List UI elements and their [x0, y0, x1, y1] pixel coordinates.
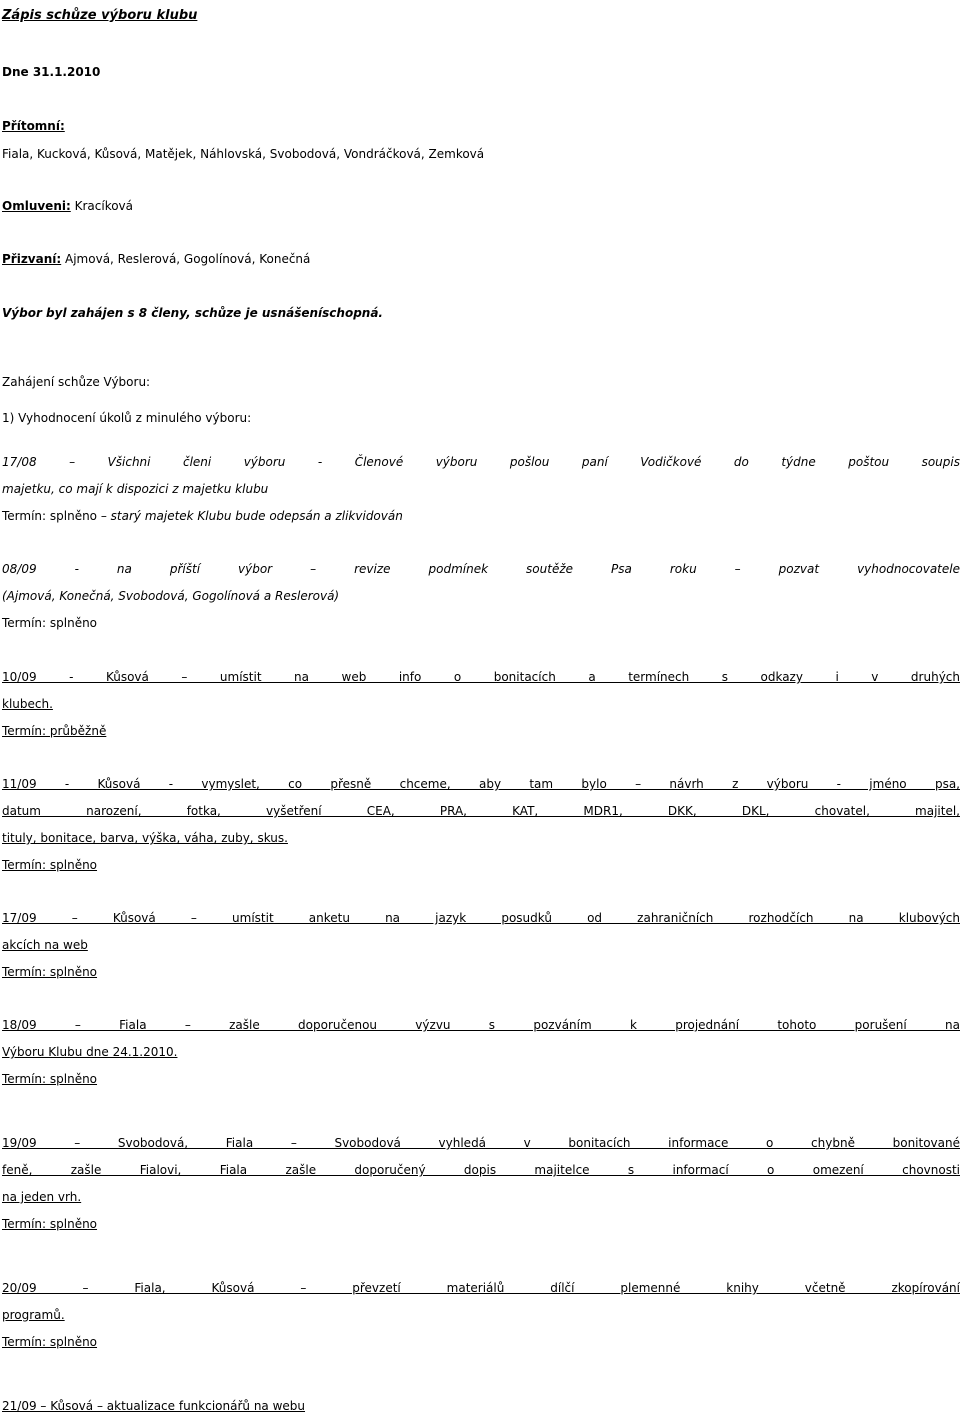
task-text-line: datum narození, fotka, vyšetření CEA, PRA, KAT, MDR1, DKK, DKL, chovatel, majitel,	[2, 804, 960, 818]
task-deadline: Termín: splněno	[2, 1217, 98, 1231]
task-text-line: klubech.	[2, 697, 53, 711]
page-title: Zápis schůze výboru klubu	[2, 8, 198, 23]
excused-label: Omluveni:	[2, 199, 71, 213]
task-text-line: 17/08 – Všichni členi výboru - Členové výboru pošlou paní Vodičkové do týdne poštou soupis	[2, 455, 960, 469]
task-text-line: 10/09 - Kůsová – umístit na web info o bonitacích a termínech s odkazy i v druhých	[2, 670, 960, 684]
opening-heading: Zahájení schůze Výboru:	[2, 375, 151, 389]
task-deadline: Termín: splněno	[2, 858, 98, 872]
task-text-line: 11/09 - Kůsová - vymyslet, co přesně chceme, aby tam bylo – návrh z výboru - jméno psa,	[2, 777, 960, 791]
task-text-line: akcích na web	[2, 938, 88, 952]
task-deadline: Termín: splněno	[2, 616, 98, 630]
task-deadline: Termín: průběžně	[2, 724, 107, 738]
excused-row	[2, 194, 960, 218]
task-text-line: programů.	[2, 1308, 65, 1322]
task-deadline: Termín: splněno	[2, 509, 98, 523]
task-deadline: Termín: splněno	[2, 1072, 98, 1086]
task-text-line: 20/09 – Fiala, Kůsová – převzetí materiálů dílčí plemenné knihy včetně zkopírování	[2, 1281, 960, 1295]
task-deadline: Termín: splněno	[2, 1335, 98, 1349]
section-heading: 1) Vyhodnocení úkolů z minulého výboru:	[2, 411, 252, 425]
task-text-line: Výboru Klubu dne 24.1.2010.	[2, 1045, 178, 1059]
task-deadline: Termín: splněno	[2, 965, 98, 979]
meeting-date: Dne 31.1.2010	[2, 65, 101, 79]
task-text-line: 19/09 – Svobodová, Fiala – Svobodová vyhledá v bonitacích informace o chybně bonitované	[2, 1136, 960, 1150]
quorum-statement: Výbor byl zahájen s 8 členy, schůze je usnášeníschopná.	[2, 306, 383, 320]
invited-row	[2, 247, 960, 271]
task-text-line: tituly, bonitace, barva, výška, váha, zuby, skus.	[2, 831, 288, 845]
task-note: – starý majetek Klubu bude odepsán a zlikvidován	[97, 509, 403, 523]
task-text-line: 17/09 – Kůsová – umístit anketu na jazyk posudků od zahraničních rozhodčích na klubových	[2, 911, 960, 925]
excused-list: Kracíková	[74, 199, 134, 213]
task-text-line: feně, zašle Fialovi, Fiala zašle doporučený dopis majitelce s informací o omezení chovnosti	[2, 1163, 960, 1177]
invited-label: Přizvaní:	[2, 252, 62, 266]
task-text-line: na jeden vrh.	[2, 1190, 82, 1204]
task-status-row	[2, 504, 960, 528]
task-text-line: (Ajmová, Konečná, Svobodová, Gogolínová a Reslerová)	[2, 589, 340, 603]
present-list: Fiala, Kucková, Kůsová, Matějek, Náhlovská, Svobodová, Vondráčková, Zemková	[2, 147, 485, 161]
present-label: Přítomní:	[2, 119, 65, 133]
task-text-line: majetku, co mají k dispozici z majetku klubu	[2, 482, 269, 496]
task-text-line: 18/09 – Fiala – zašle doporučenou výzvu s pozváním k projednání tohoto porušení na	[2, 1018, 960, 1032]
task-text-line: 21/09 – Kůsová – aktualizace funkcionářů na webu	[2, 1399, 306, 1413]
invited-list: Ajmová, Reslerová, Gogolínová, Konečná	[65, 252, 311, 266]
task-text-line: 08/09 - na příští výbor – revize podmínek soutěže Psa roku – pozvat vyhodnocovatele	[2, 562, 960, 576]
